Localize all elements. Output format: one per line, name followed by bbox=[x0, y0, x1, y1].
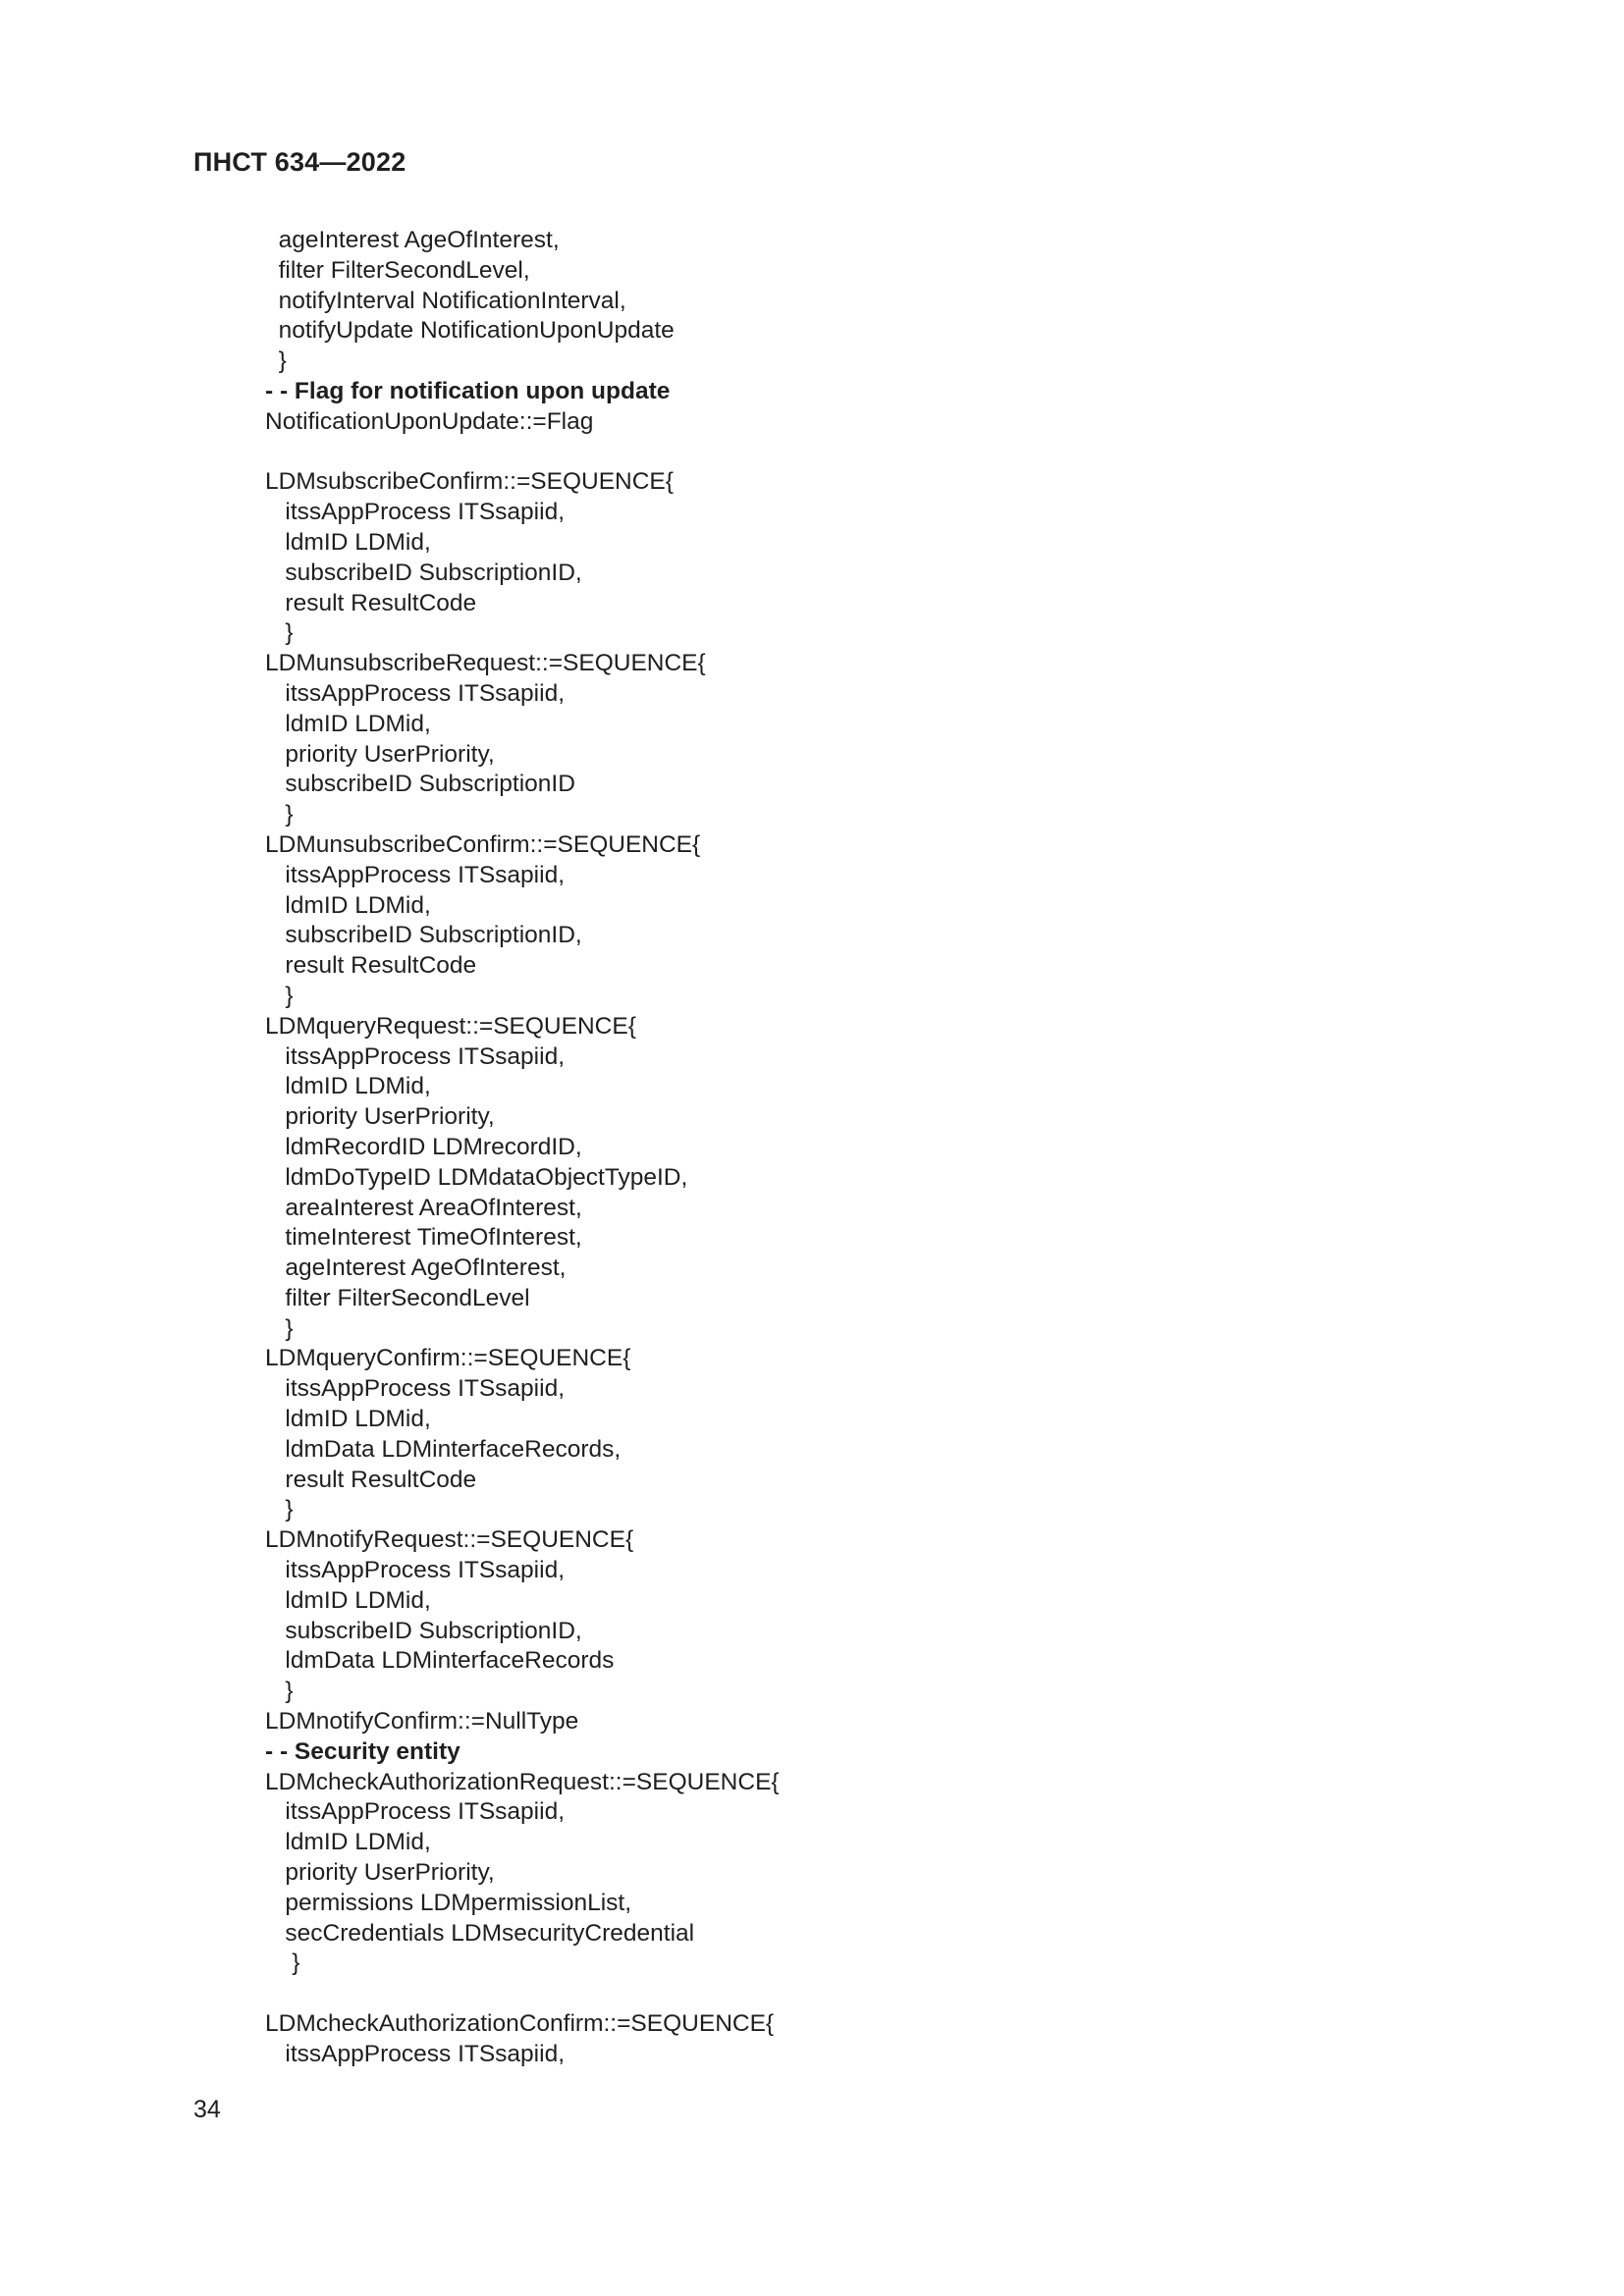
blank-line bbox=[265, 1979, 1443, 2009]
code-line: permissions LDMpermissionList, bbox=[265, 1889, 632, 1916]
code-line: LDMcheckAuthorizationConfirm::=SEQUENCE{ bbox=[265, 2010, 775, 2038]
code-line: subscribeID SubscriptionID bbox=[265, 771, 575, 798]
code-line: ldmID LDMid, bbox=[265, 1406, 431, 1433]
comment-line: - - Security entity bbox=[265, 1737, 460, 1765]
code-line: itssAppProcess ITSsapiid, bbox=[265, 679, 566, 707]
code-line: ageInterest AgeOfInterest, bbox=[265, 227, 560, 253]
code-line: LDMnotifyConfirm::=NullType bbox=[265, 1708, 579, 1735]
code-line: LDMunsubscribeConfirm::=SEQUENCE{ bbox=[265, 830, 701, 858]
code-line: ldmData LDMinterfaceRecords, bbox=[265, 1435, 622, 1463]
blank-line bbox=[265, 438, 1443, 468]
code-line: itssAppProcess ITSsapiid, bbox=[265, 1557, 566, 1584]
code-line: } bbox=[265, 801, 294, 828]
code-line: filter FilterSecondLevel, bbox=[265, 256, 530, 284]
code-line: secCredentials LDMsecurityCredential bbox=[265, 1919, 695, 1947]
code-line: subscribeID SubscriptionID, bbox=[265, 922, 582, 949]
code-line: priority UserPriority, bbox=[265, 1103, 495, 1131]
code-line: } bbox=[265, 1678, 294, 1705]
code-line: itssAppProcess ITSsapiid, bbox=[265, 499, 566, 526]
code-line: } bbox=[265, 619, 294, 647]
code-line: ldmID LDMid, bbox=[265, 1073, 431, 1100]
code-line: ageInterest AgeOfInterest, bbox=[265, 1255, 567, 1282]
code-line: ldmID LDMid, bbox=[265, 1586, 431, 1614]
code-line: itssAppProcess ITSsapiid, bbox=[265, 1375, 566, 1403]
document-header: ПНСТ 634—2022 bbox=[193, 147, 406, 177]
code-line: notifyUpdate NotificationUponUpdate bbox=[265, 317, 675, 345]
code-line: subscribeID SubscriptionID, bbox=[265, 1617, 582, 1644]
code-line: ldmID LDMid, bbox=[265, 710, 431, 737]
code-line: result ResultCode bbox=[265, 589, 477, 616]
page-number: 34 bbox=[193, 2096, 221, 2123]
code-line: } bbox=[265, 1314, 294, 1342]
code-line: ldmData LDMinterfaceRecords bbox=[265, 1647, 615, 1675]
code-line: result ResultCode bbox=[265, 952, 477, 980]
code-line: } bbox=[265, 982, 294, 1009]
code-line: LDMqueryConfirm::=SEQUENCE{ bbox=[265, 1345, 631, 1372]
code-line: LDMunsubscribeRequest::=SEQUENCE{ bbox=[265, 650, 706, 677]
code-line: } bbox=[265, 347, 287, 375]
code-line: LDMsubscribeConfirm::=SEQUENCE{ bbox=[265, 468, 674, 496]
code-line: ldmRecordID LDMrecordID, bbox=[265, 1133, 582, 1160]
code-line: itssAppProcess ITSsapiid, bbox=[265, 1042, 566, 1070]
code-line: itssAppProcess ITSsapiid, bbox=[265, 1798, 566, 1826]
code-line: ldmDoTypeID LDMdataObjectTypeID, bbox=[265, 1163, 688, 1191]
code-line: LDMnotifyRequest::=SEQUENCE{ bbox=[265, 1526, 634, 1554]
code-line: LDMqueryRequest::=SEQUENCE{ bbox=[265, 1012, 636, 1040]
code-line: LDMcheckAuthorizationRequest::=SEQUENCE{ bbox=[265, 1768, 780, 1795]
code-line: itssAppProcess ITSsapiid, bbox=[265, 861, 566, 888]
code-line: itssAppProcess ITSsapiid, bbox=[265, 2040, 566, 2067]
code-line: subscribeID SubscriptionID, bbox=[265, 559, 582, 586]
code-line: ldmID LDMid, bbox=[265, 891, 431, 919]
code-line: ldmID LDMid, bbox=[265, 528, 431, 556]
code-line: } bbox=[265, 1496, 294, 1523]
code-line: notifyInterval NotificationInterval, bbox=[265, 287, 626, 314]
code-line: timeInterest TimeOfInterest, bbox=[265, 1224, 582, 1252]
code-line: areaInterest AreaOfInterest, bbox=[265, 1194, 582, 1221]
code-line: filter FilterSecondLevel bbox=[265, 1284, 530, 1311]
code-line: priority UserPriority, bbox=[265, 740, 495, 768]
asn1-code-block bbox=[265, 226, 1443, 2070]
code-line: result ResultCode bbox=[265, 1466, 477, 1493]
code-line: priority UserPriority, bbox=[265, 1859, 495, 1887]
comment-line: - - Flag for notification upon update bbox=[265, 377, 671, 404]
code-line: ldmID LDMid, bbox=[265, 1829, 431, 1856]
code-line: NotificationUponUpdate::=Flag bbox=[265, 407, 594, 435]
code-line: } bbox=[265, 1949, 300, 1977]
